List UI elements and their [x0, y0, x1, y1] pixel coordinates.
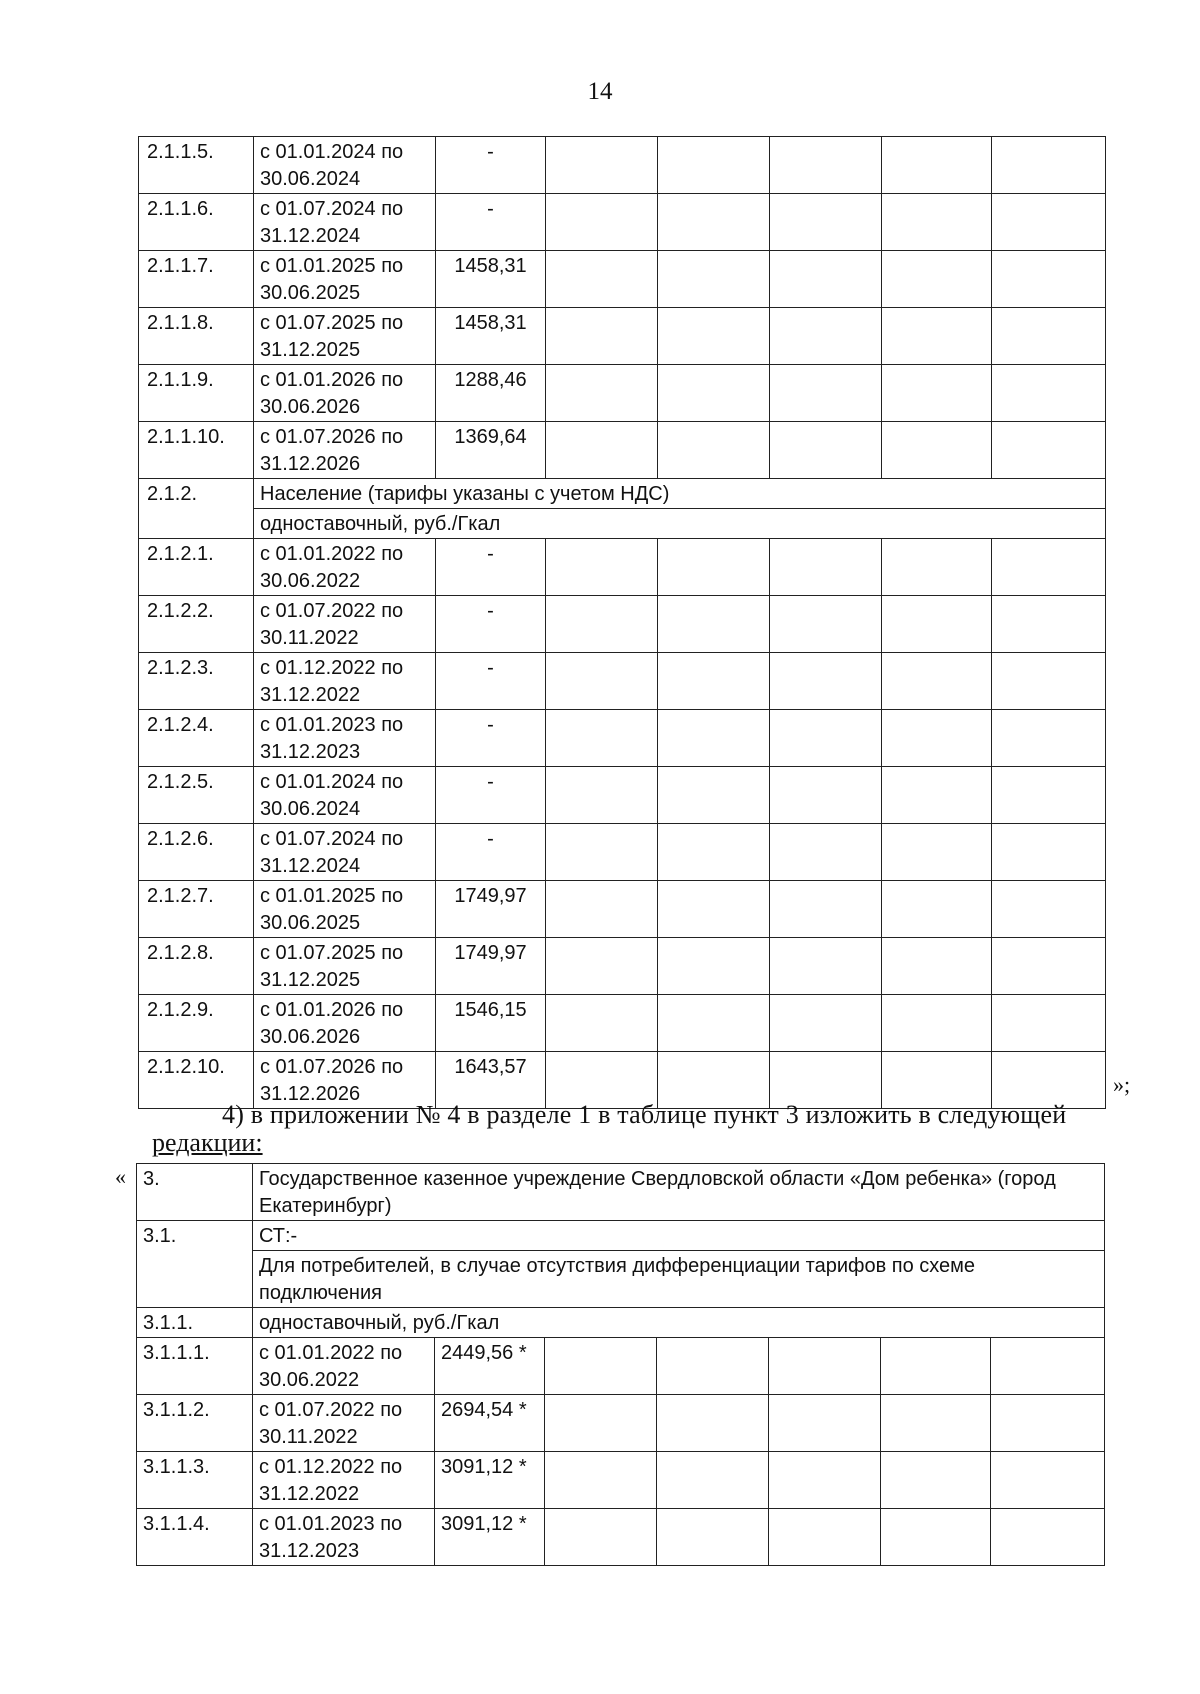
row-value: 2694,54 * [435, 1395, 545, 1452]
row-value: 3091,12 * [435, 1452, 545, 1509]
row-value: - [436, 137, 546, 194]
row-period: с 01.07.2026 по 31.12.2026 [254, 422, 436, 479]
row-value: 1749,97 [436, 881, 546, 938]
table-row [139, 137, 1106, 194]
empty-cell [992, 251, 1106, 308]
rate-row [137, 1308, 1105, 1338]
empty-cell [882, 596, 992, 653]
section-title: Население (тарифы указаны с учетом НДС) [254, 479, 1106, 509]
empty-cell [882, 422, 992, 479]
empty-cell [770, 767, 882, 824]
empty-cell [882, 251, 992, 308]
row-period: с 01.01.2022 по 30.06.2022 [254, 539, 436, 596]
row-number: 2.1.2.4. [139, 710, 254, 767]
empty-cell [882, 308, 992, 365]
tariff-table-orphanage [136, 1163, 1105, 1566]
row-value: 1288,46 [436, 365, 546, 422]
empty-cell [546, 995, 658, 1052]
table-row [139, 539, 1106, 596]
empty-cell [770, 365, 882, 422]
section-subtitle: одноставочный, руб./Гкал [254, 509, 1106, 539]
empty-cell [658, 365, 770, 422]
row-period: с 01.01.2023 по 31.12.2023 [253, 1509, 435, 1566]
empty-cell [992, 422, 1106, 479]
empty-cell [658, 539, 770, 596]
empty-cell [546, 365, 658, 422]
row-value: 1458,31 [436, 251, 546, 308]
empty-cell [546, 422, 658, 479]
empty-cell [545, 1452, 657, 1509]
empty-cell [882, 194, 992, 251]
row-period: с 01.12.2022 по 31.12.2022 [254, 653, 436, 710]
empty-cell [546, 938, 658, 995]
table-row [139, 653, 1106, 710]
empty-cell [658, 251, 770, 308]
empty-cell [658, 422, 770, 479]
empty-cell [992, 539, 1106, 596]
row-value: - [436, 653, 546, 710]
row-value: 1369,64 [436, 422, 546, 479]
row-number: 2.1.2.9. [139, 995, 254, 1052]
empty-cell [992, 653, 1106, 710]
empty-cell [770, 137, 882, 194]
empty-cell [658, 710, 770, 767]
row-period: с 01.01.2026 по 30.06.2026 [254, 365, 436, 422]
row-value: - [436, 767, 546, 824]
empty-cell [545, 1509, 657, 1566]
table-row [139, 365, 1106, 422]
empty-cell [882, 767, 992, 824]
empty-cell [657, 1338, 769, 1395]
row-value: 1458,31 [436, 308, 546, 365]
instruction-text-continued: редакции: [152, 1128, 263, 1157]
empty-cell [545, 1395, 657, 1452]
subsection-code: СТ:- [253, 1221, 1105, 1251]
row-period: с 01.07.2025 по 31.12.2025 [254, 938, 436, 995]
empty-cell [882, 653, 992, 710]
empty-cell [769, 1452, 881, 1509]
empty-cell [770, 422, 882, 479]
page-number: 14 [587, 78, 613, 105]
row-number: 2.1.2.3. [139, 653, 254, 710]
table-row [139, 194, 1106, 251]
row-number: 2.1.2.8. [139, 938, 254, 995]
empty-cell [658, 596, 770, 653]
empty-cell [991, 1395, 1105, 1452]
empty-cell [769, 1395, 881, 1452]
table-row [139, 881, 1106, 938]
empty-cell [992, 938, 1106, 995]
section-number: 2.1.2. [139, 479, 254, 539]
row-number: 3.1.1.3. [137, 1452, 253, 1509]
empty-cell [546, 251, 658, 308]
empty-cell [658, 194, 770, 251]
subsection-description: Для потребителей, в случае отсутствия дифференциации тарифов по схеме подключения [253, 1251, 1105, 1308]
row-period: с 01.01.2023 по 31.12.2023 [254, 710, 436, 767]
empty-cell [991, 1509, 1105, 1566]
row-period: с 01.01.2024 по 30.06.2024 [254, 137, 436, 194]
empty-cell [992, 767, 1106, 824]
row-number: 2.1.1.8. [139, 308, 254, 365]
empty-cell [546, 137, 658, 194]
empty-cell [991, 1338, 1105, 1395]
table-row [139, 251, 1106, 308]
empty-cell [992, 596, 1106, 653]
institution-name: Государственное казенное учреждение Свердловской области «Дом ребенка» (город Екатеринбург) [253, 1164, 1105, 1221]
section-row [139, 479, 1106, 509]
subsection-number: 3.1. [137, 1221, 253, 1308]
institution-number: 3. [137, 1164, 253, 1221]
row-number: 2.1.1.7. [139, 251, 254, 308]
row-number: 3.1.1.1. [137, 1338, 253, 1395]
empty-cell [881, 1338, 991, 1395]
row-period: с 01.07.2025 по 31.12.2025 [254, 308, 436, 365]
subsection-row [137, 1221, 1105, 1251]
empty-cell [546, 881, 658, 938]
empty-cell [546, 767, 658, 824]
empty-cell [992, 824, 1106, 881]
row-number: 2.1.1.10. [139, 422, 254, 479]
row-period: с 01.12.2022 по 31.12.2022 [253, 1452, 435, 1509]
row-period: с 01.07.2022 по 30.11.2022 [254, 596, 436, 653]
empty-cell [770, 938, 882, 995]
row-value: 1546,15 [436, 995, 546, 1052]
row-value: - [436, 824, 546, 881]
empty-cell [770, 194, 882, 251]
table-row [137, 1338, 1105, 1395]
empty-cell [546, 653, 658, 710]
row-value: 3091,12 * [435, 1509, 545, 1566]
table-row [139, 824, 1106, 881]
row-period: с 01.01.2026 по 30.06.2026 [254, 995, 436, 1052]
empty-cell [770, 539, 882, 596]
empty-cell [770, 596, 882, 653]
row-number: 3.1.1.4. [137, 1509, 253, 1566]
empty-cell [658, 881, 770, 938]
empty-cell [881, 1452, 991, 1509]
empty-cell [770, 824, 882, 881]
empty-cell [770, 251, 882, 308]
empty-cell [882, 539, 992, 596]
row-number: 2.1.2.7. [139, 881, 254, 938]
row-number: 2.1.2.2. [139, 596, 254, 653]
table-row [137, 1395, 1105, 1452]
row-value: 2449,56 * [435, 1338, 545, 1395]
table-row [139, 596, 1106, 653]
empty-cell [769, 1509, 881, 1566]
table-row [137, 1452, 1105, 1509]
rate-number: 3.1.1. [137, 1308, 253, 1338]
empty-cell [882, 365, 992, 422]
empty-cell [992, 995, 1106, 1052]
row-number: 2.1.1.5. [139, 137, 254, 194]
empty-cell [546, 824, 658, 881]
row-number: 2.1.1.9. [139, 365, 254, 422]
empty-cell [992, 710, 1106, 767]
row-value: 1749,97 [436, 938, 546, 995]
row-value: 1643,57 [436, 1052, 546, 1109]
empty-cell [882, 938, 992, 995]
empty-cell [992, 881, 1106, 938]
empty-cell [882, 137, 992, 194]
empty-cell [770, 881, 882, 938]
empty-cell [882, 995, 992, 1052]
subsection-desc-row [137, 1251, 1105, 1308]
empty-cell [546, 596, 658, 653]
empty-cell [657, 1509, 769, 1566]
table-row [137, 1509, 1105, 1566]
row-period: с 01.07.2024 по 31.12.2024 [254, 194, 436, 251]
row-period: с 01.07.2024 по 31.12.2024 [254, 824, 436, 881]
empty-cell [992, 308, 1106, 365]
empty-cell [770, 308, 882, 365]
empty-cell [992, 365, 1106, 422]
tariff-table-population [138, 136, 1106, 1109]
table-row [139, 422, 1106, 479]
opening-quote-mark: « [115, 1164, 126, 1189]
row-value: - [436, 596, 546, 653]
empty-cell [657, 1395, 769, 1452]
row-value: - [436, 710, 546, 767]
instruction-text: 4) в приложении № 4 в разделе 1 в таблице пункт 3 изложить в следующей [222, 1100, 1067, 1129]
row-number: 2.1.2.6. [139, 824, 254, 881]
row-period: с 01.07.2026 по 31.12.2026 [254, 1052, 436, 1109]
empty-cell [992, 194, 1106, 251]
empty-cell [992, 137, 1106, 194]
empty-cell [658, 137, 770, 194]
empty-cell [770, 995, 882, 1052]
table-row [139, 767, 1106, 824]
table-row [139, 308, 1106, 365]
row-number: 2.1.2.10. [139, 1052, 254, 1109]
row-number: 2.1.2.5. [139, 767, 254, 824]
empty-cell [658, 308, 770, 365]
row-number: 2.1.1.6. [139, 194, 254, 251]
empty-cell [658, 653, 770, 710]
empty-cell [769, 1338, 881, 1395]
empty-cell [882, 824, 992, 881]
empty-cell [881, 1509, 991, 1566]
empty-cell [658, 938, 770, 995]
empty-cell [546, 710, 658, 767]
row-period: с 01.01.2024 по 30.06.2024 [254, 767, 436, 824]
empty-cell [658, 767, 770, 824]
empty-cell [546, 539, 658, 596]
row-value: - [436, 194, 546, 251]
empty-cell [882, 710, 992, 767]
empty-cell [770, 710, 882, 767]
section-subtitle-row [139, 509, 1106, 539]
row-number: 3.1.1.2. [137, 1395, 253, 1452]
empty-cell [658, 824, 770, 881]
empty-cell [991, 1452, 1105, 1509]
institution-row [137, 1164, 1105, 1221]
row-value: - [436, 539, 546, 596]
empty-cell [881, 1395, 991, 1452]
empty-cell [770, 653, 882, 710]
table-row [139, 710, 1106, 767]
table-row [139, 938, 1106, 995]
empty-cell [658, 995, 770, 1052]
closing-quote-mark: »; [1113, 1072, 1131, 1097]
empty-cell [546, 308, 658, 365]
row-period: с 01.01.2022 по 30.06.2022 [253, 1338, 435, 1395]
row-period: с 01.01.2025 по 30.06.2025 [254, 251, 436, 308]
empty-cell [657, 1452, 769, 1509]
row-period: с 01.07.2022 по 30.11.2022 [253, 1395, 435, 1452]
empty-cell [545, 1338, 657, 1395]
empty-cell [882, 881, 992, 938]
row-number: 2.1.2.1. [139, 539, 254, 596]
empty-cell [546, 194, 658, 251]
rate-label: одноставочный, руб./Гкал [253, 1308, 1105, 1338]
table-row [139, 995, 1106, 1052]
row-period: с 01.01.2025 по 30.06.2025 [254, 881, 436, 938]
